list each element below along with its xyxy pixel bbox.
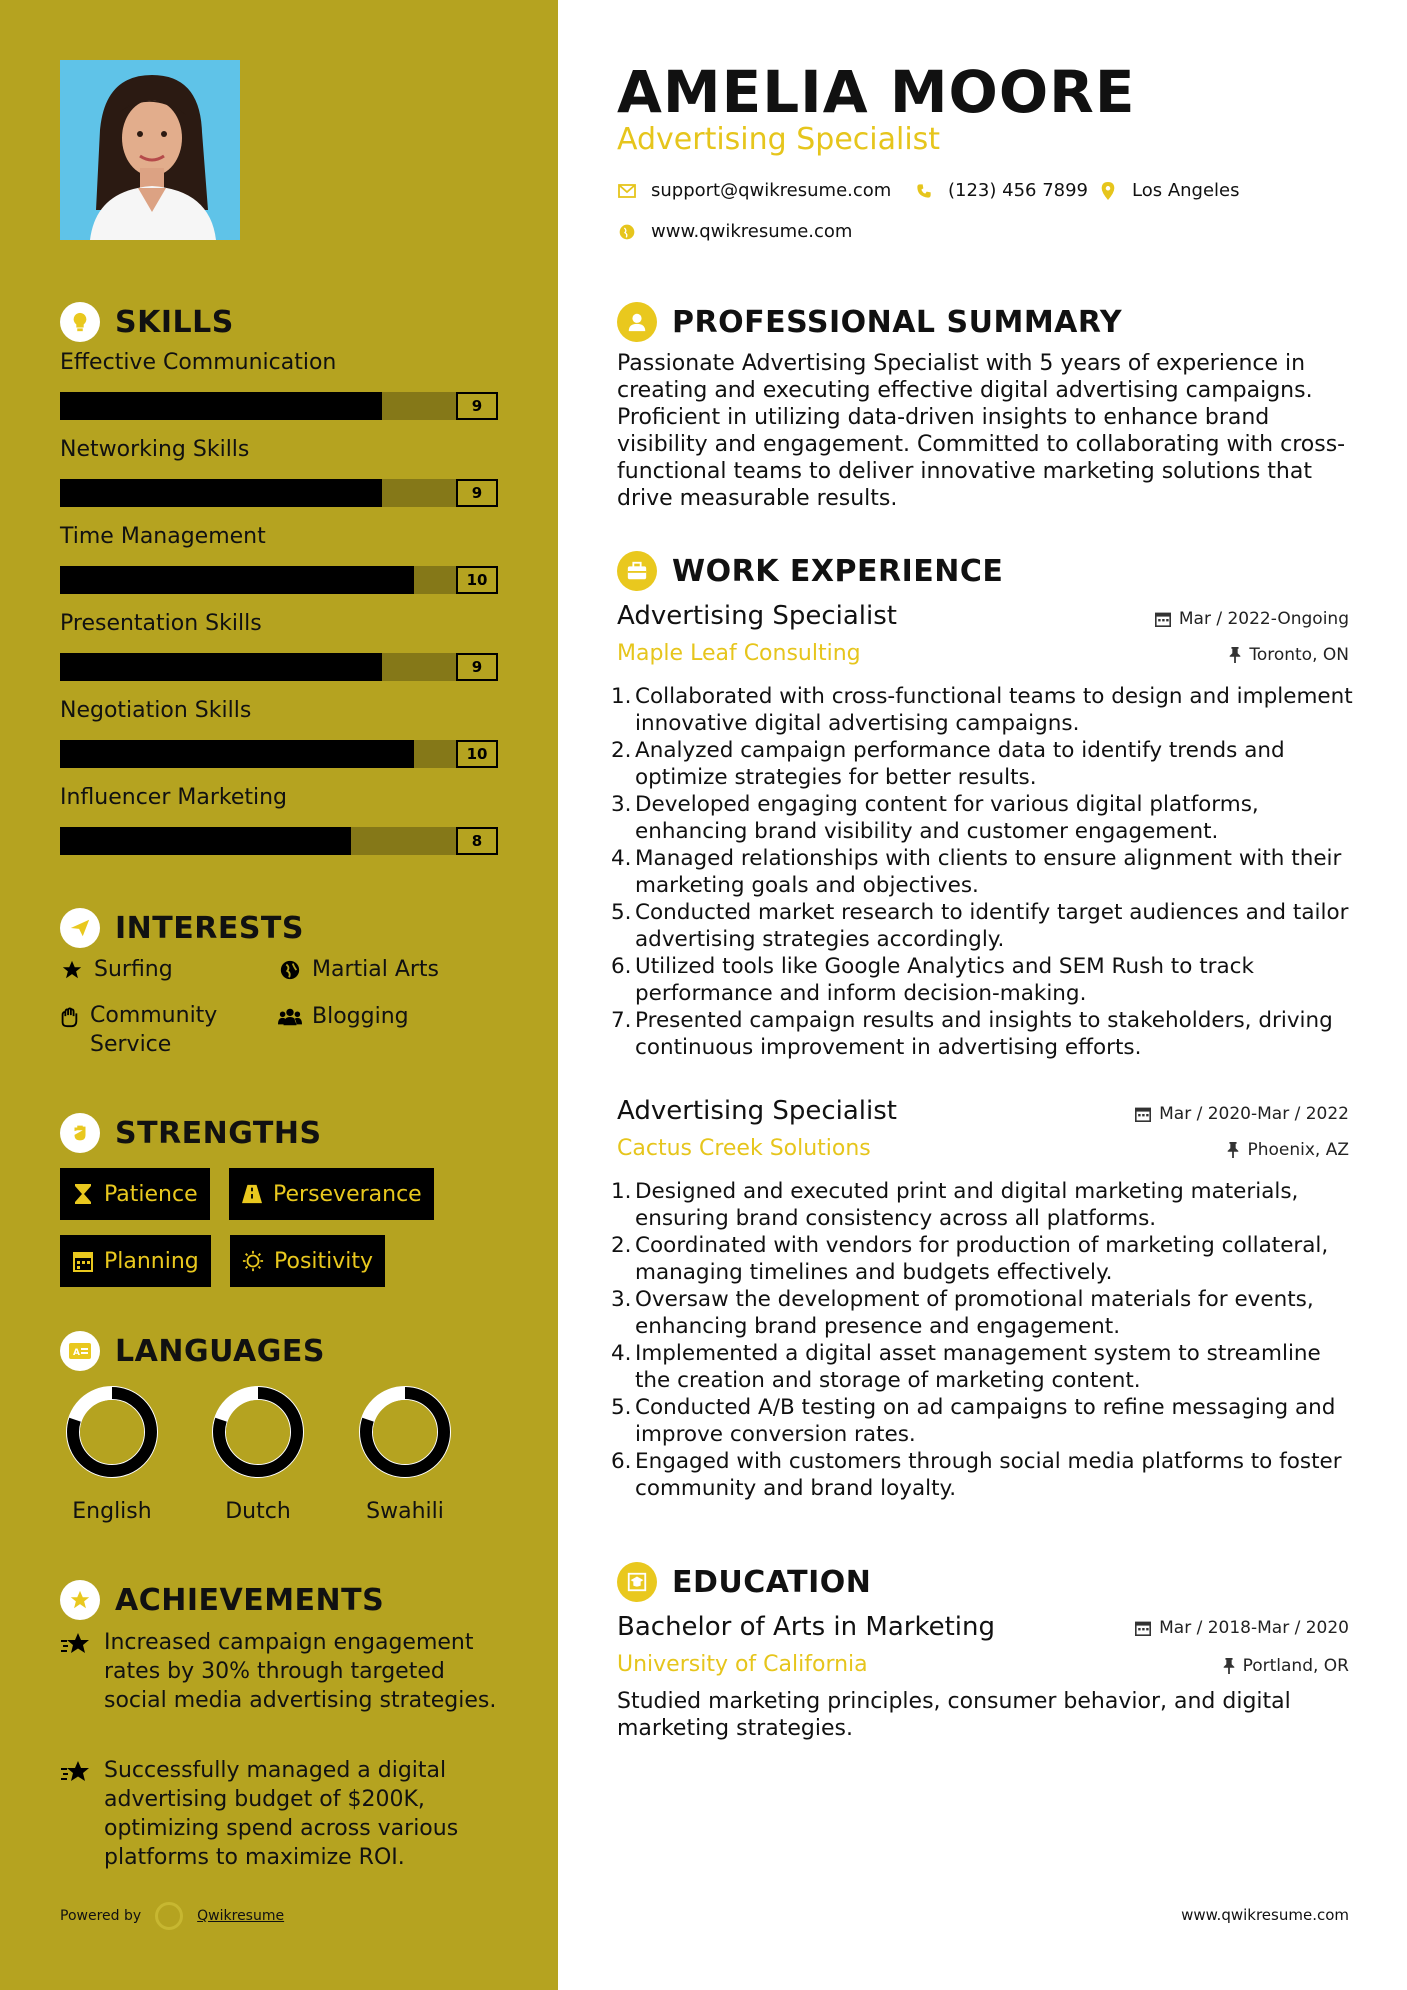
contact-email [617, 180, 891, 201]
globe-icon [278, 957, 302, 981]
skill-bar [60, 479, 498, 507]
education-dates-text: Mar / 2018-Mar / 2020 [1159, 1618, 1349, 1638]
achievements-title: ACHIEVEMENTS [115, 1582, 385, 1618]
skill-bar [60, 827, 498, 855]
calendar-icon [1135, 1106, 1151, 1122]
pushpin-icon [1227, 1142, 1239, 1158]
email-text[interactable]: support@qwikresume.com [651, 180, 892, 201]
skill-bar-fill [60, 740, 414, 768]
languages-header [60, 1331, 325, 1371]
star-badge-icon [60, 1628, 92, 1662]
calendar-icon [1155, 611, 1171, 627]
job-title: Advertising Specialist [617, 601, 897, 631]
list-item: 2. Analyzed campaign performance data to identify trends and optimize strategies for better results. [611, 738, 1285, 790]
hand-icon [58, 1004, 80, 1028]
graduation-cap-icon [617, 1562, 657, 1602]
language-card-icon [60, 1331, 100, 1371]
skill-name: Negotiation Skills [60, 698, 252, 723]
skill-name: Time Management [60, 524, 266, 549]
sidebar [0, 0, 558, 1990]
footer-url[interactable]: www.qwikresume.com [1181, 1906, 1349, 1924]
interest-item [58, 1004, 258, 1059]
summary-header [617, 302, 1122, 342]
list-item: 6. Engaged with customers through social media platforms to foster community and brand loyalty. [611, 1449, 1342, 1501]
skill-level: 9 [456, 392, 498, 420]
phone-icon [914, 183, 934, 199]
candidate-role: Advertising Specialist [617, 122, 941, 157]
summary-text: Passionate Advertising Specialist with 5 years of experience in creating and executing effective digital advertising campaigns. Proficient in utilizing data-driven insights to enhance brand visibility and engagement. Committed to collaborating with cross-functional teams to deliver innovative marketing solutions that drive measurable results. [617, 351, 1346, 511]
powered-by [60, 1902, 284, 1930]
paper-plane-icon [60, 908, 100, 948]
job-location-text: Phoenix, AZ [1247, 1140, 1349, 1160]
skills-title: SKILLS [115, 304, 234, 340]
svg-text:A: A [73, 1348, 80, 1358]
fist-icon [60, 1113, 100, 1153]
job-dates-text: Mar / 2022-Ongoing [1178, 609, 1349, 629]
contact-website [617, 221, 852, 242]
skill-name: Influencer Marketing [60, 785, 288, 810]
interest-item [278, 1004, 409, 1029]
education-school: University of California [617, 1652, 868, 1677]
contact-location [1098, 180, 1240, 201]
skill-bar-fill [60, 653, 382, 681]
skill-level: 8 [456, 827, 498, 855]
job-dates-text: Mar / 2020-Mar / 2022 [1159, 1104, 1349, 1124]
skill-name: Networking Skills [60, 437, 250, 462]
achievements-header [60, 1580, 384, 1620]
strength-label: Positivity [274, 1248, 374, 1274]
envelope-icon [617, 184, 637, 198]
language-label: Dutch [225, 1499, 291, 1524]
list-item: 5. Conducted A/B testing on ad campaigns to refine messaging and improve conversion rates. [611, 1395, 1336, 1447]
job-company: Maple Leaf Consulting [617, 641, 861, 666]
candidate-name: AMELIA MOORE [617, 58, 1136, 126]
list-item: 5. Conducted market research to identify target audiences and tailor advertising strategies accordingly. [611, 900, 1349, 952]
job-location [1227, 1140, 1349, 1160]
hourglass-icon [72, 1183, 94, 1205]
summary-title: PROFESSIONAL SUMMARY [672, 304, 1123, 340]
education-degree: Bachelor of Arts in Marketing [617, 1612, 995, 1642]
job-responsibilities [611, 1178, 1357, 1502]
star-badge-icon [60, 1756, 92, 1790]
job-dates [1135, 1104, 1349, 1124]
job-dates [1155, 609, 1349, 629]
users-icon [278, 1004, 302, 1028]
contact-phone [914, 180, 1088, 201]
achievement-item [60, 1756, 500, 1872]
language-ring [65, 1385, 159, 1483]
list-item: 1. Collaborated with cross-functional teams to design and implement innovative digital advertising campaigns. [611, 684, 1353, 736]
list-item: 7. Presented campaign results and insights to stakeholders, driving continuous improvement in advertising efforts. [611, 1008, 1333, 1060]
achievement-text: Successfully managed a digital advertising budget of $200K, optimizing spend across various platforms to maximize ROI. [104, 1758, 459, 1870]
sun-icon [242, 1250, 264, 1272]
interests-header [60, 908, 304, 948]
user-icon [617, 302, 657, 342]
achievement-item [60, 1628, 500, 1715]
education-location [1223, 1656, 1349, 1676]
skill-name: Presentation Skills [60, 611, 262, 636]
job-responsibilities [611, 683, 1357, 1061]
education-description: Studied marketing principles, consumer behavior, and digital marketing strategies. [617, 1689, 1291, 1741]
achievement-text: Increased campaign engagement rates by 30% through targeted social media advertising strategies. [104, 1630, 497, 1713]
language-label: Swahili [366, 1499, 444, 1524]
briefcase-icon [617, 551, 657, 591]
work-title: WORK EXPERIENCE [672, 553, 1004, 589]
strength-label: Patience [104, 1181, 198, 1207]
skill-level: 9 [456, 653, 498, 681]
phone-text: (123) 456 7899 [948, 180, 1089, 201]
skill-bar-fill [60, 827, 351, 855]
interest-label: Surfing [94, 957, 173, 982]
interest-item [278, 957, 439, 982]
skill-bar [60, 740, 498, 768]
language-ring [211, 1385, 305, 1483]
strength-badge [60, 1168, 210, 1220]
qwikresume-link[interactable]: Qwikresume [197, 1908, 285, 1924]
skill-level: 10 [456, 566, 498, 594]
trophy-star-icon [60, 1580, 100, 1620]
website-text[interactable]: www.qwikresume.com [651, 221, 853, 242]
list-item: 3. Developed engaging content for various digital platforms, enhancing brand visibility and customer engagement. [611, 792, 1259, 844]
location-text: Los Angeles [1132, 180, 1240, 201]
globe-icon [617, 224, 637, 240]
strengths-header [60, 1113, 322, 1153]
interest-label: Blogging [312, 1004, 409, 1029]
list-item: 6. Utilized tools like Google Analytics and SEM Rush to track performance and inform decision-making. [611, 954, 1254, 1006]
interest-label: Community Service [90, 1003, 218, 1057]
job-location [1229, 645, 1349, 665]
language-label: English [72, 1499, 152, 1524]
job-location-text: Toronto, ON [1249, 645, 1349, 665]
education-location-text: Portland, OR [1242, 1656, 1349, 1676]
lightbulb-icon [60, 302, 100, 342]
job-title: Advertising Specialist [617, 1096, 897, 1126]
skill-bar [60, 566, 498, 594]
list-item: 2. Coordinated with vendors for production of marketing collateral, managing timelines and budgets effectively. [611, 1233, 1329, 1285]
interest-label: Martial Arts [312, 957, 440, 982]
pushpin-icon [1223, 1658, 1235, 1674]
list-item: 3. Oversaw the development of promotional materials for events, enhancing brand presence and engagement. [611, 1287, 1314, 1339]
calendar-icon [72, 1250, 94, 1272]
strength-badge [229, 1168, 434, 1220]
work-header [617, 551, 1003, 591]
language-ring [358, 1385, 452, 1483]
skill-bar-fill [60, 566, 414, 594]
strength-badge [60, 1235, 211, 1287]
skill-bar-fill [60, 479, 382, 507]
skill-bar [60, 653, 498, 681]
calendar-icon [1135, 1620, 1151, 1636]
skill-name: Effective Communication [60, 350, 337, 375]
education-title: EDUCATION [672, 1564, 872, 1600]
skill-bar [60, 392, 498, 420]
list-item: 4. Managed relationships with clients to ensure alignment with their marketing goals and objectives. [611, 846, 1342, 898]
strength-label: Perseverance [273, 1181, 422, 1207]
interest-item [60, 957, 173, 982]
skill-level: 9 [456, 479, 498, 507]
languages-title: LANGUAGES [115, 1333, 325, 1369]
pushpin-icon [1229, 647, 1241, 663]
strength-badge [230, 1235, 385, 1287]
map-pin-icon [1098, 182, 1118, 200]
powered-by-label: Powered by [60, 1908, 142, 1924]
list-item: 1. Designed and executed print and digital marketing materials, ensuring brand consistency across all platforms. [611, 1179, 1299, 1231]
road-icon [241, 1184, 263, 1204]
list-item: 4. Implemented a digital asset management system to streamline the creation and storage of marketing content. [611, 1341, 1321, 1393]
skill-level: 10 [456, 740, 498, 768]
skills-header [60, 302, 234, 342]
strengths-title: STRENGTHS [115, 1115, 322, 1151]
skill-bar-fill [60, 392, 382, 420]
star-icon [60, 957, 84, 981]
education-header [617, 1562, 871, 1602]
qwikresume-logo-icon [155, 1902, 183, 1930]
strength-label: Planning [104, 1248, 199, 1274]
profile-photo [60, 60, 240, 240]
education-dates [1135, 1618, 1349, 1638]
interests-title: INTERESTS [115, 910, 304, 946]
job-company: Cactus Creek Solutions [617, 1136, 871, 1161]
